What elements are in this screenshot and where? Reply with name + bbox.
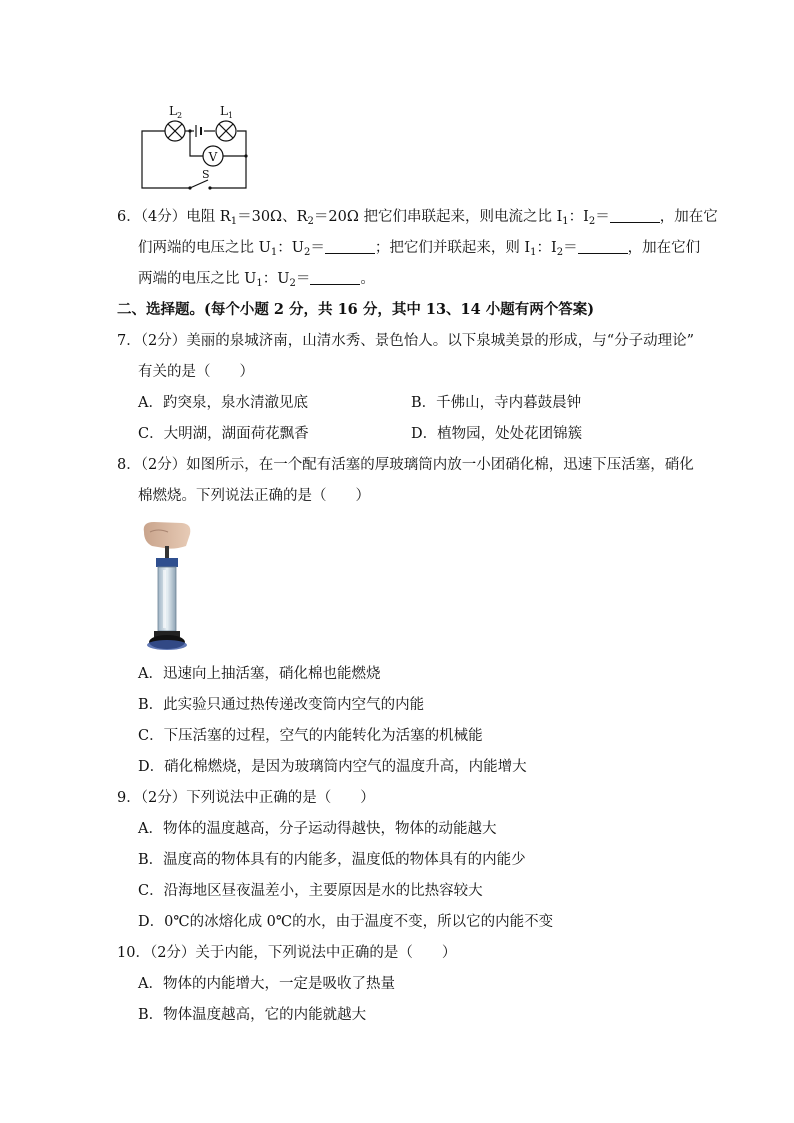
q8-option-d[interactable]: D．硝化棉燃烧，是因为玻璃筒内空气的温度升高，内能增大 <box>138 759 527 775</box>
q9-option-a[interactable]: A．物体的温度越高，分子运动得越快，物体的动能越大 <box>138 821 497 837</box>
q9-option-b[interactable]: B．温度高的物体具有的内能多，温度低的物体具有的内能少 <box>138 852 526 868</box>
q10-option-b[interactable]: B．物体温度越高，它的内能就越大 <box>138 1007 367 1023</box>
q8-option-a[interactable]: A．迅速向上抽活塞，硝化棉也能燃烧 <box>138 666 381 682</box>
lamp-l1-label: $L_1$ <box>220 104 234 120</box>
q8-option-b[interactable]: B．此实验只通过热传递改变筒内空气的内能 <box>138 697 425 713</box>
q7-option-d[interactable]: D．植物园，处处花团锦簇 <box>411 426 583 442</box>
q9-option-c[interactable]: C．沿海地区昼夜温差小，主要原因是水的比热容较大 <box>138 883 483 899</box>
lamp-l2-label: $L_2$ <box>169 104 183 120</box>
answer-blank[interactable] <box>610 208 660 223</box>
answer-blank[interactable] <box>325 239 375 254</box>
q8-option-c[interactable]: C．下压活塞的过程，空气的内能转化为活塞的机械能 <box>138 728 483 744</box>
piston-cylinder-image <box>138 518 198 654</box>
answer-blank[interactable] <box>310 270 360 285</box>
q7-stem-line1: 7．（2分）美丽的泉城济南，山清水秀、景色怡人。以下泉城美景的形成，与“分子动理论” <box>117 333 695 349</box>
lamp-l2-icon <box>165 121 185 141</box>
q7-stem-line2: 有关的是（ ） <box>138 364 254 380</box>
q6-line2: 们两端的电压之比 $U_1$：$U_2=$ ；把它们并联起来，则 $I_1$：$I_2=$ ，加在它们 <box>138 240 701 258</box>
answer-blank[interactable] <box>578 239 628 254</box>
q8-stem-line2: 棉燃烧。下列说法正确的是（ ） <box>138 488 370 504</box>
q8-stem-line1: 8．（2分）如图所示，在一个配有活塞的厚玻璃筒内放一小团硝化棉，迅速下压活塞，硝化 <box>117 457 694 473</box>
q6-line1: 6．（4分）电阻 $R_1=30\Omega$、$R_2=20\Omega$ 把它们串联起来，则电流之比 $I_1$：$I_2=$ ，加在它 <box>117 209 718 227</box>
voltmeter-label: V <box>208 150 218 164</box>
q6-line3: 两端的电压之比 $U_1$：$U_2=$ 。 <box>138 271 375 289</box>
q7-option-b[interactable]: B．千佛山，寺内暮鼓晨钟 <box>411 395 582 411</box>
section-heading: 二、选择题。(每个小题 2 分，共 16 分，其中 13、14 小题有两个答案) <box>117 301 595 318</box>
lamp-l1-icon <box>216 121 236 141</box>
q7-option-c[interactable]: C．大明湖，湖面荷花飘香 <box>138 426 309 442</box>
q10-stem: 10．（2分）关于内能，下列说法中正确的是（ ） <box>117 945 457 961</box>
q9-stem: 9．（2分）下列说法中正确的是（ ） <box>117 790 375 806</box>
switch-label: S <box>202 168 210 181</box>
circuit-diagram <box>138 98 258 193</box>
q7-option-a[interactable]: A．趵突泉，泉水清澈见底 <box>138 395 308 411</box>
voltmeter-icon <box>203 146 223 166</box>
q10-option-a[interactable]: A．物体的内能增大，一定是吸收了热量 <box>138 976 395 992</box>
q9-option-d[interactable]: D．0℃的冰熔化成 0℃的水，由于温度不变，所以它的内能不变 <box>138 914 554 930</box>
